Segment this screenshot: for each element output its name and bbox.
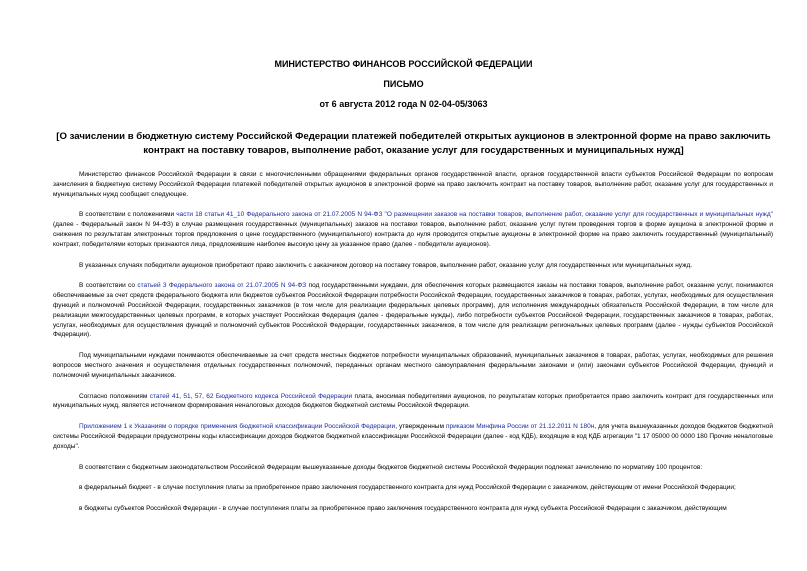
paragraph-7-text-b: , для учета вышеуказанных доходов бюджетов бюджетной системы Российской Федерации предусмотрены коды классификации доходов бюджетов бюджетной классификации Российской Федерации (далее - код КДБ), входящие в код КДБ агрегации "1 17 05000 00 0000 180 Прочие неналоговые доходы".: [53, 423, 773, 450]
paragraph-6-text-a: Согласно положениям: [79, 392, 150, 400]
date-number-heading: от 6 августа 2012 года N 02-04-05/3063: [319, 99, 488, 109]
law-94-fz-article-3-link[interactable]: статьей 3 Федерального закона от 21.07.2005 N 94-ФЗ: [137, 282, 307, 290]
paragraph-7: [53, 422, 773, 451]
paragraph-6-text-b: плата, вносимая победителями аукционов, по результатам которых приобретается право заключить контракт для государственных или муниципальных нужд, является источником формирования неналоговых доходов бюджетов бюджетной системы Российской Федерации.: [53, 392, 773, 410]
paragraph-2: [53, 210, 773, 249]
paragraph-7-text-a: , утвержденным: [395, 423, 446, 431]
letter-body: [53, 170, 773, 525]
paragraph-5: Под муниципальными нуждами понимаются обеспечиваемые за счет средств местных бюджетов потребности муниципальных образований, муниципальных заказчиков в товарах, работах, услугах, необходимых для решения вопросов местного значения и осуществления отдельных государственных полномочий, переданных органам местного самоуправления федеральными законами и (или) законами субъектов Российской Федерации, функций и полномочий муниципальных заказчиков.: [53, 352, 773, 379]
paragraph-10: в бюджеты субъектов Российской Федерации - в случае поступления платы за приобретенное право заключения государственного контракта для нужд субъекта Российской Федерации с заказчиком, действующим: [79, 505, 727, 513]
paragraph-4: [53, 281, 773, 340]
ministry-heading: МИНИСТЕРСТВО ФИНАНСОВ РОССИЙСКОЙ ФЕДЕРАЦИИ: [274, 59, 533, 69]
paragraph-2-text-a: В соответствии с положениями: [79, 211, 177, 219]
paragraph-3: В указанных случаях победители аукционов приобретают право заключить с заказчиком договор на поставку товаров, выполнение работ, оказание услуг для государственных или муниципальных нужд.: [79, 261, 693, 269]
document-type-heading: ПИСЬМО: [383, 79, 424, 89]
paragraph-8: В соответствии с бюджетным законодательством Российской Федерации вышеуказанные доходы бюджетов бюджетной системы Российской Федерации подлежат зачислению по нормативу 100 процентов:: [79, 463, 703, 471]
budget-classification-appendix-link[interactable]: Приложением 1 к Указаниям о порядке применения бюджетной классификации Российской Федерации: [79, 423, 396, 431]
paragraph-6: [53, 392, 773, 412]
law-94-fz-article-41-10-link[interactable]: части 18 статьи 41_10 Федерального закона от 21.07.2005 N 94-ФЗ "О размещении заказов на поставки товаров, выполнение работ, оказание услуг для государственных и муниципальных нужд": [176, 211, 773, 219]
budget-code-articles-link[interactable]: статей 41, 51, 57, 62 Бюджетного кодекса Российской Федерации: [149, 392, 353, 400]
paragraph-4-text-a: В соответствии со: [79, 282, 138, 290]
paragraph-2-text-b: (далее - Федеральный закон N 94-ФЗ) в случае размещения государственных (муниципальных) заказов на поставки товаров, выполнение работ, оказание услуг путем проведения торгов в форме аукциона в электронной форме и снижения по результатам электронных торгов предложения о цене государственного (муниципального) контракта до нуля проводится открытые аукционы в электронной форме на право заключить государственный (муниципальный) контракт, победителями которых признаются лица, предложившие наиболее высокую цену за указанное право (далее - победители аукционов).: [53, 221, 773, 248]
paragraph-4-text-b: под государственными нуждами, для обеспечения которых размещаются заказы на поставки товаров, выполнение работ, оказание услуг, понимаются обеспечиваемые за счет средств федерального бюджета или бюджетов субъектов Российской Федерации потребности Российской Федерации, государственных заказчиков в товарах, работах, услугах, необходимых для осуществления функций и полномочий Российской Федерации, государственных заказчиков (в том числе для реализации федеральных целевых программ), для исполнения международных обязательств Российской Федерации, в том числе для реализации межгосударственных целевых программ, в которых участвует Российская Федерация (далее - федеральные нужды), либо потребности субъектов Российской Федерации, государственных заказчиков в товарах, работах, услугах, необходимых для осуществления функций и полномочий субъектов Российской Федерации, государственных заказчиков, в том числе для реализации региональных целевых программ (далее - нужды субъектов Российской Федерации).: [53, 282, 773, 339]
minfin-order-180n-link[interactable]: приказом Минфина России от 21.12.2011 N 180н: [445, 423, 595, 431]
paragraph-1: Министерство финансов Российской Федерации в связи с многочисленными обращениями федеральных органов государственной власти, органов государственной власти субъектов Российской Федерации по вопросам зачисления в бюджетную систему Российской Федерации платежей победителей открытых аукционов в электронной форме на право заключить контракт на поставку товаров, выполнение работ, оказание услуг для государственных и муниципальных нужд сообщает следующее.: [53, 171, 773, 198]
letter-subject: [О зачислении в бюджетную систему Российской Федерации платежей победителей открытых аукционов в электронной форме на право заключить контракт на поставку товаров, выполнение работ, оказание услуг для государственных и муниципальных нужд]: [56, 131, 771, 156]
paragraph-9: в федеральный бюджет - в случае поступления платы за приобретенное право заключения государственного контракта для нужд Российской Федерации с заказчиком, действующим от имени Российской Федерации;: [79, 484, 736, 492]
